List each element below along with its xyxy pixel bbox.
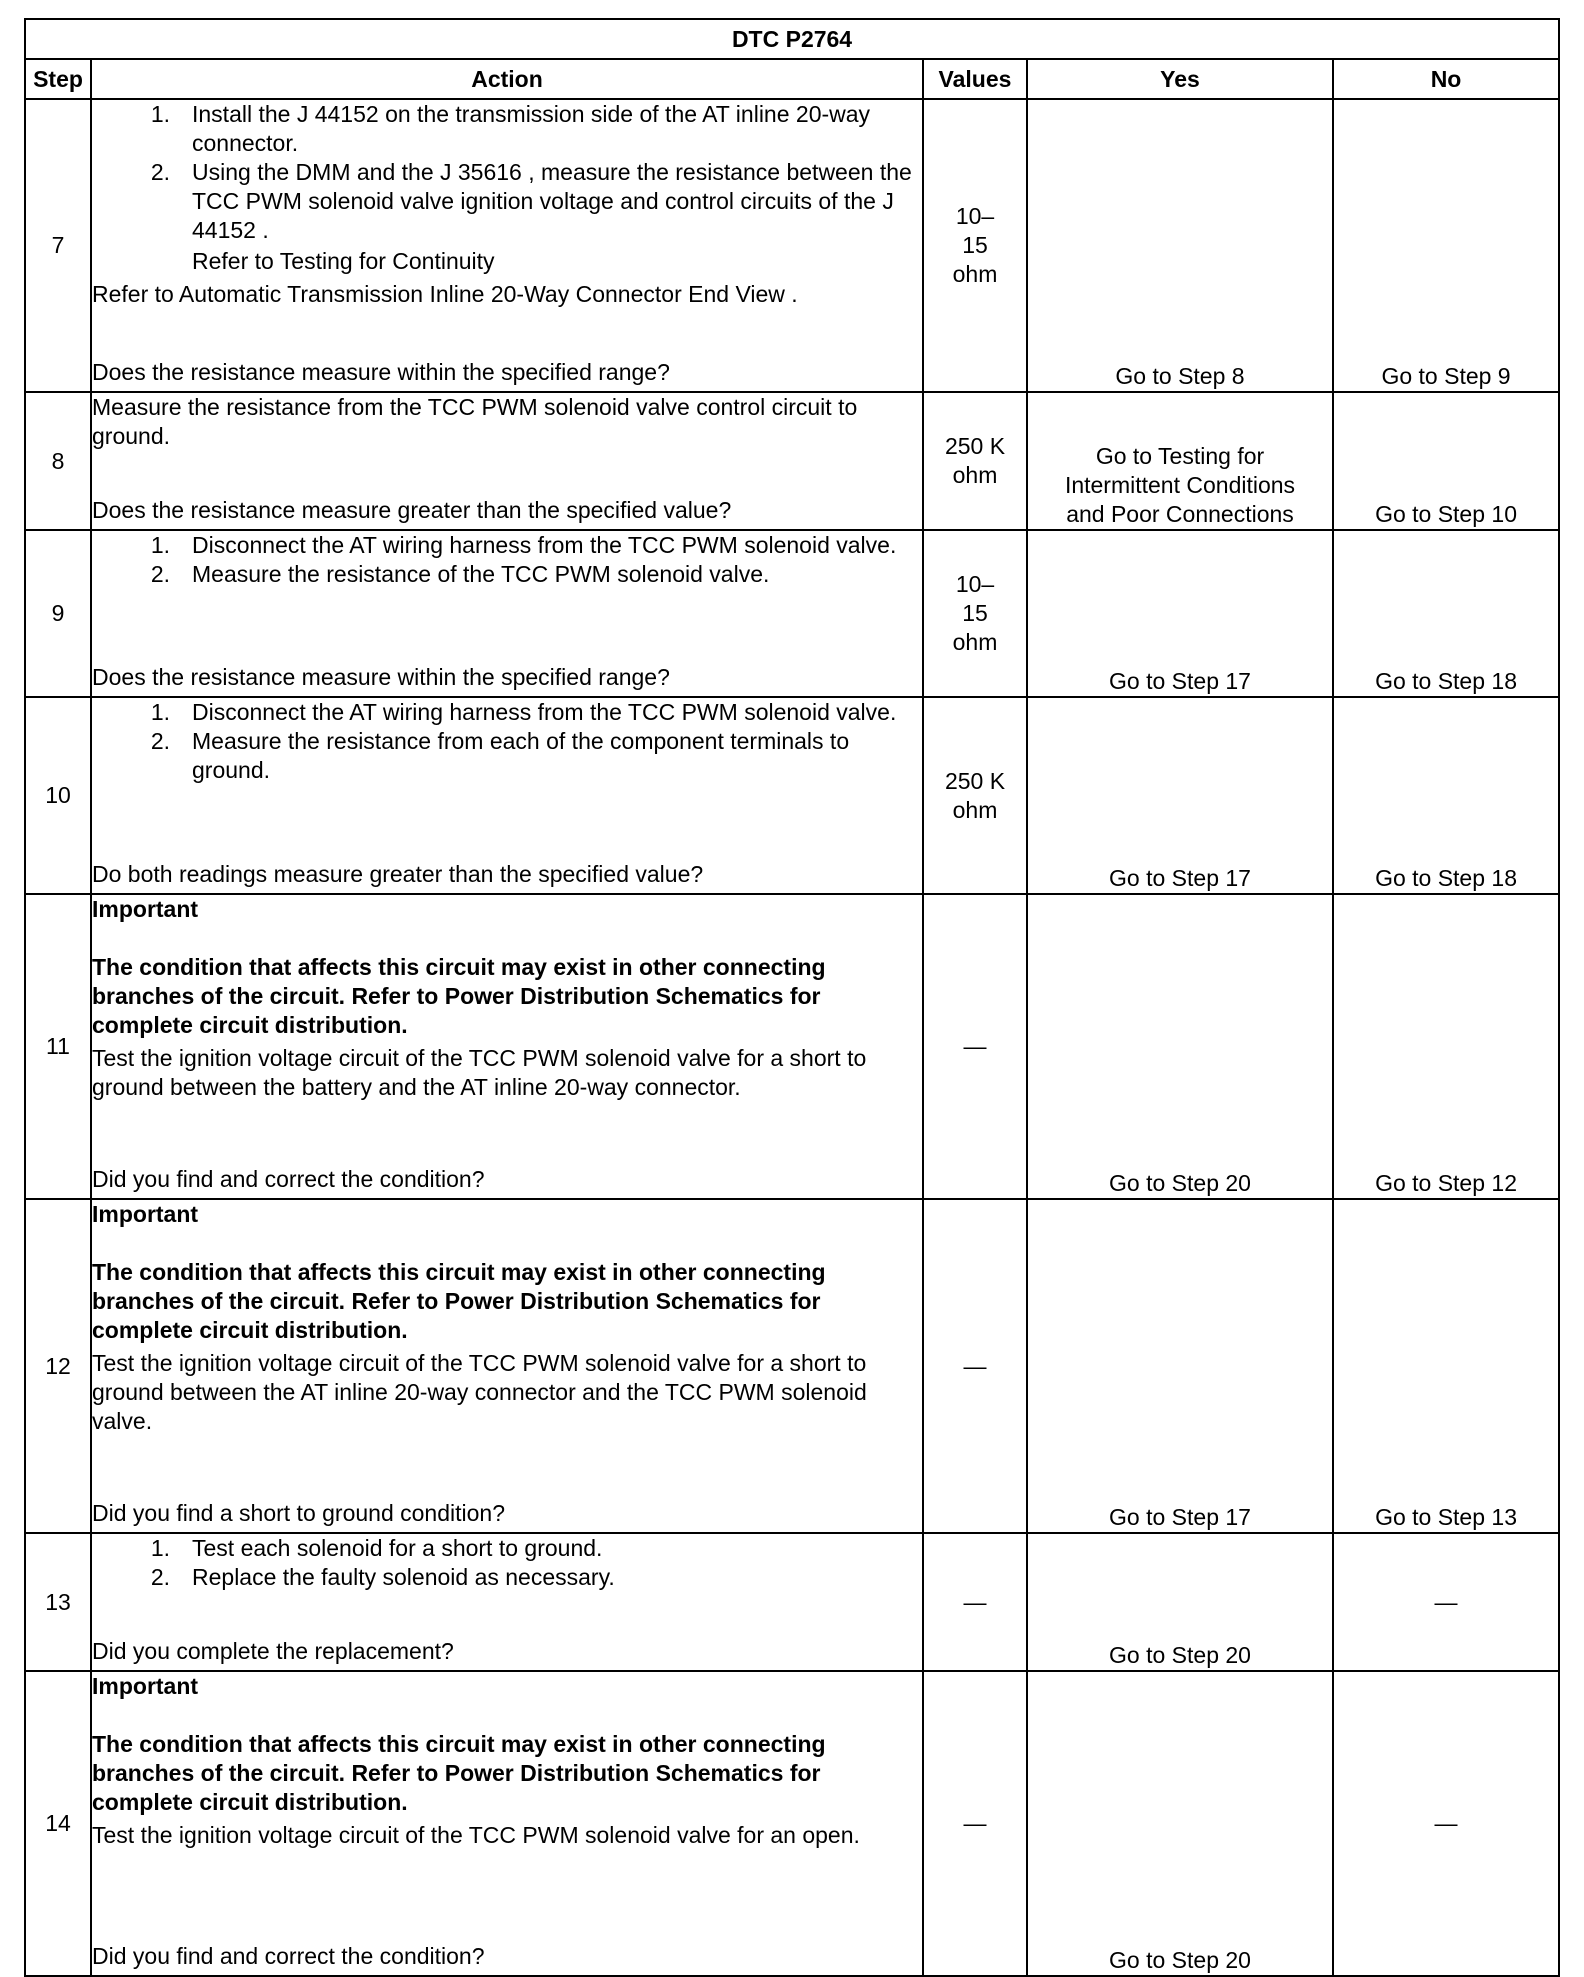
yes-cell: Go to Step 17 (1027, 530, 1333, 697)
action-list (92, 100, 922, 245)
list-item: 1. Test each solenoid for a short to ground. (150, 1535, 603, 1561)
important-note: The condition that affects this circuit may exist in other connecting branches of the circuit. Refer to Power Distribution Schematics for complete circuit distribution. (92, 1731, 826, 1815)
header-values: Values (923, 59, 1027, 99)
action-cell (91, 530, 923, 697)
header-step: Step (25, 59, 91, 99)
header-action: Action (91, 59, 923, 99)
action-list (92, 1534, 922, 1592)
step-number: 10 (25, 697, 91, 894)
list-item: 2. Measure the resistance of the TCC PWM solenoid valve. (150, 561, 770, 587)
no-cell: Go to Step 13 (1333, 1199, 1559, 1533)
action-cell (91, 1671, 923, 1976)
important-label: Important (92, 1201, 199, 1227)
value-cell: 10–15 ohm (923, 99, 1027, 392)
no-cell: — (1333, 1533, 1559, 1671)
list-item: 1. Install the J 44152 on the transmission side of the AT inline 20-way connector. (150, 101, 871, 156)
no-cell: Go to Step 10 (1333, 392, 1559, 530)
step-number: 7 (25, 99, 91, 392)
action-question: Did you find a short to ground condition? (92, 1500, 505, 1526)
important-note: The condition that affects this circuit may exist in other connecting branches of the circuit. Refer to Power Distribution Schematics for complete circuit distribution. (92, 1259, 826, 1343)
action-cell (91, 99, 923, 392)
header-no: No (1333, 59, 1559, 99)
action-question: Does the resistance measure within the specified range? (92, 664, 670, 690)
step-number: 13 (25, 1533, 91, 1671)
header-yes: Yes (1027, 59, 1333, 99)
step-number: 14 (25, 1671, 91, 1976)
action-cell (91, 1199, 923, 1533)
yes-cell: Go to Step 17 (1027, 697, 1333, 894)
step-number: 12 (25, 1199, 91, 1533)
important-note: The condition that affects this circuit may exist in other connecting branches of the circuit. Refer to Power Distribution Schematics for complete circuit distribution. (92, 954, 826, 1038)
table-row (25, 697, 1559, 894)
yes-cell: Go to Step 8 (1027, 99, 1333, 392)
list-item: 1. Disconnect the AT wiring harness from the TCC PWM solenoid valve. (150, 699, 897, 725)
action-text: Refer to Automatic Transmission Inline 20-Way Connector End View . (92, 281, 798, 307)
dtc-table (24, 18, 1560, 1977)
table-row (25, 1199, 1559, 1533)
yes-cell: Go to Step 20 (1027, 894, 1333, 1199)
step-number: 8 (25, 392, 91, 530)
value-cell: — (923, 894, 1027, 1199)
no-cell: — (1333, 1671, 1559, 1976)
no-cell: Go to Step 18 (1333, 697, 1559, 894)
table-row (25, 392, 1559, 530)
important-label: Important (92, 896, 199, 922)
action-list (92, 531, 922, 589)
table-title: DTC P2764 (25, 19, 1559, 59)
table-row (25, 894, 1559, 1199)
action-question: Does the resistance measure greater than the specified value? (92, 497, 732, 523)
yes-cell: Go to Step 20 (1027, 1533, 1333, 1671)
action-question: Does the resistance measure within the specified range? (92, 359, 670, 385)
table-row (25, 530, 1559, 697)
action-text: Test the ignition voltage circuit of the TCC PWM solenoid valve for a short to ground between the battery and the AT inline 20-way connector. (92, 1045, 867, 1100)
action-question: Did you complete the replacement? (92, 1638, 454, 1664)
list-item: 2. Using the DMM and the J 35616 , measure the resistance between the TCC PWM solenoid valve ignition voltage and control circuits of the J 44152 . (150, 159, 912, 243)
important-label: Important (92, 1673, 199, 1699)
table-row (25, 99, 1559, 392)
no-cell: Go to Step 9 (1333, 99, 1559, 392)
no-cell: Go to Step 12 (1333, 894, 1559, 1199)
action-cell (91, 1533, 923, 1671)
action-text: Test the ignition voltage circuit of the TCC PWM solenoid valve for a short to ground between the AT inline 20-way connector and the TCC PWM solenoid valve. (92, 1350, 867, 1434)
value-cell: — (923, 1533, 1027, 1671)
action-question: Do both readings measure greater than the specified value? (92, 861, 704, 887)
step-number: 9 (25, 530, 91, 697)
yes-cell: Go to Testing for Intermittent Conditions and Poor Connections (1027, 392, 1333, 530)
action-text: Measure the resistance from the TCC PWM solenoid valve control circuit to ground. (92, 394, 858, 449)
refer-link-text: Refer to Testing for Continuity (192, 248, 495, 274)
action-text: Test the ignition voltage circuit of the TCC PWM solenoid valve for an open. (92, 1822, 860, 1848)
action-cell (91, 392, 923, 530)
no-cell: Go to Step 18 (1333, 530, 1559, 697)
step-number: 11 (25, 894, 91, 1199)
yes-cell: Go to Step 20 (1027, 1671, 1333, 1976)
table-row (25, 1671, 1559, 1976)
action-cell (91, 697, 923, 894)
value-cell: — (923, 1199, 1027, 1533)
action-list (92, 698, 922, 785)
list-item: 2. Replace the faulty solenoid as necessary. (150, 1564, 615, 1590)
value-cell: — (923, 1671, 1027, 1976)
action-question: Did you find and correct the condition? (92, 1166, 485, 1192)
yes-cell: Go to Step 17 (1027, 1199, 1333, 1533)
action-question: Did you find and correct the condition? (92, 1943, 485, 1969)
value-cell: 250 K ohm (923, 392, 1027, 530)
value-cell: 250 K ohm (923, 697, 1027, 894)
value-cell: 10–15 ohm (923, 530, 1027, 697)
table-row (25, 1533, 1559, 1671)
list-item: 2. Measure the resistance from each of the component terminals to ground. (150, 728, 850, 783)
action-cell (91, 894, 923, 1199)
list-item: 1. Disconnect the AT wiring harness from the TCC PWM solenoid valve. (150, 532, 897, 558)
